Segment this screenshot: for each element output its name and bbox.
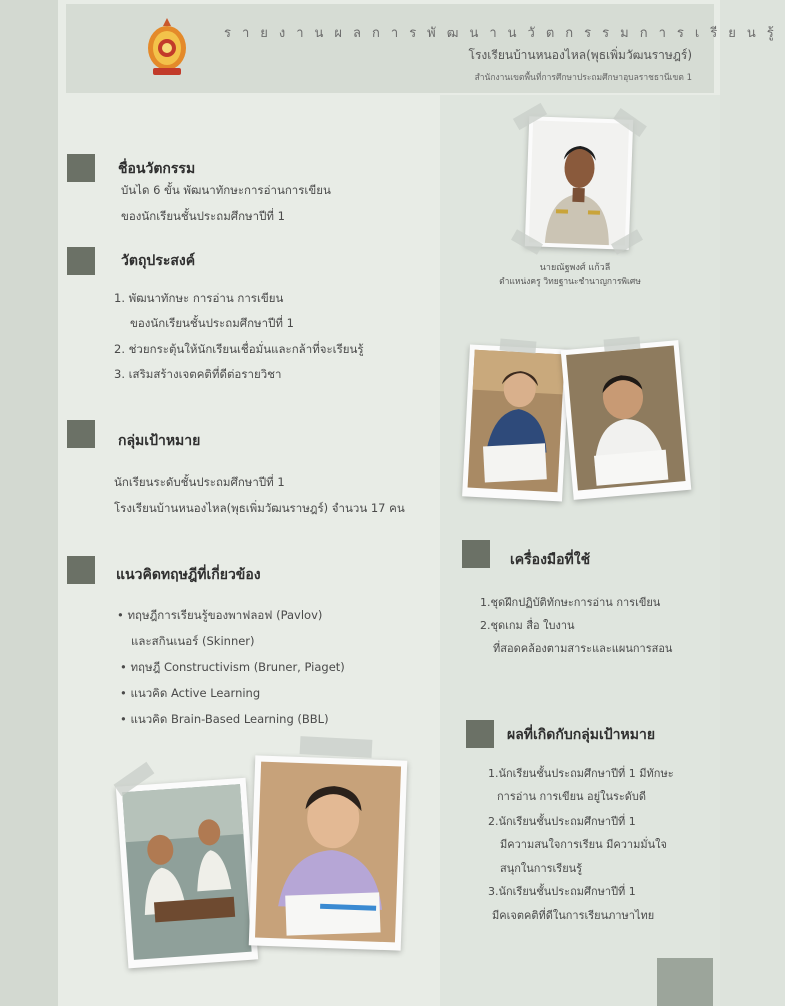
section-marker xyxy=(67,247,95,275)
tools-heading: เครื่องมือที่ใช้ xyxy=(510,552,591,568)
objective-line: 3. เสริมสร้างเจตคติที่ดีต่อรายวิชา xyxy=(114,367,282,381)
innovation-heading: ชื่อนวัตกรรม xyxy=(118,161,196,177)
teacher-name: นายณัฐพงศ์ แก้วลี xyxy=(539,263,611,273)
objective-line: ของนักเรียนชั้นประถมศึกษาปีที่ 1 xyxy=(130,316,294,330)
objective-line: 2. ช่วยกระตุ้นให้นักเรียนเชื่อมั่นและกล้าที่จะเรียนรู้ xyxy=(114,342,364,356)
target-line: นักเรียนระดับชั้นประถมศึกษาปีที่ 1 xyxy=(114,475,285,489)
school-emblem-icon xyxy=(145,16,189,78)
theory-line: และสกินเนอร์ (Skinner) xyxy=(131,634,255,648)
theory-line: • ทฤษฎี Constructivism (Bruner, Piaget) xyxy=(120,660,345,674)
classroom-group-photo xyxy=(116,778,258,969)
tape-decoration xyxy=(300,736,373,758)
classroom-photo-icon xyxy=(116,778,258,969)
tools-line: 2.ชุดเกม สื่อ ใบงาน xyxy=(480,619,575,632)
corner-decoration xyxy=(657,958,713,1006)
tools-line: 1.ชุดฝึกปฏิบัติทักษะการอ่าน การเขียน xyxy=(480,596,661,609)
report-title: รายงานผลการพัฒนานวัตกรรมการเรียนรู้ xyxy=(224,26,785,41)
student-photo-icon xyxy=(462,344,570,501)
results-line: มีความสนใจการเรียน มีความมั่นใจ xyxy=(500,838,667,851)
target-line: โรงเรียนบ้านหนองไหล(พุธเพิ่มวัฒนราษฎร์) จำนวน 17 คน xyxy=(114,501,405,515)
school-name: โรงเรียนบ้านหนองไหล(พุธเพิ่มวัฒนราษฎร์) xyxy=(468,48,692,62)
student-reading-photo xyxy=(462,344,570,501)
results-line: 2.นักเรียนชั้นประถมศึกษาปีที่ 1 xyxy=(488,815,636,828)
innovation-line: บันได 6 ขั้น พัฒนาทักษะการอ่านการเขียน xyxy=(121,183,331,197)
objectives-heading: วัตถุประสงค์ xyxy=(121,253,196,269)
results-line: 3.นักเรียนชั้นประถมศึกษาปีที่ 1 xyxy=(488,885,636,898)
results-line: 1.นักเรียนชั้นประถมศึกษาปีที่ 1 มีทักษะ xyxy=(488,767,674,780)
section-marker xyxy=(67,154,95,182)
theory-line: • ทฤษฎีการเรียนรู้ของพาฟลอฟ (Pavlov) xyxy=(117,608,323,622)
section-marker xyxy=(67,556,95,584)
results-heading: ผลที่เกิดกับกลุ่มเป้าหมาย xyxy=(507,727,656,743)
office-name: สำนักงานเขตพื้นที่การศึกษาประถมศึกษาอุบลราชธานีเขต 1 xyxy=(474,73,692,83)
results-line: การอ่าน การเขียน อยู่ในระดับดี xyxy=(497,790,647,803)
student-writing-icon xyxy=(249,755,408,950)
theory-line: • แนวคิด Active Learning xyxy=(120,686,261,700)
innovation-line: ของนักเรียนชั้นประถมศึกษาปีที่ 1 xyxy=(121,209,285,223)
results-line: มีคเจตคติที่ดีในการเรียนภาษาไทย xyxy=(492,909,655,922)
teacher-portrait-icon xyxy=(525,116,633,250)
tools-line: ที่สอดคล้องตามสาระและแผนการสอน xyxy=(493,642,673,655)
student-photo-icon xyxy=(561,340,692,500)
student-smiling-photo xyxy=(561,340,692,500)
theory-line: • แนวคิด Brain-Based Learning (BBL) xyxy=(120,712,329,726)
theory-heading: แนวคิดทฤษฎีที่เกี่ยวข้อง xyxy=(116,567,261,583)
teacher-photo xyxy=(525,116,633,250)
results-line: สนุกในการเรียนรู้ xyxy=(500,862,583,875)
left-margin-bar xyxy=(0,0,58,1006)
objective-line: 1. พัฒนาทักษะ การอ่าน การเขียน xyxy=(114,291,284,305)
target-heading: กลุ่มเป้าหมาย xyxy=(118,433,201,449)
section-marker xyxy=(67,420,95,448)
section-marker xyxy=(466,720,494,748)
student-writing-photo xyxy=(249,755,408,950)
teacher-position: ตำแหน่งครู วิทยฐานะชำนาญการพิเศษ xyxy=(499,277,641,287)
section-marker xyxy=(462,540,490,568)
